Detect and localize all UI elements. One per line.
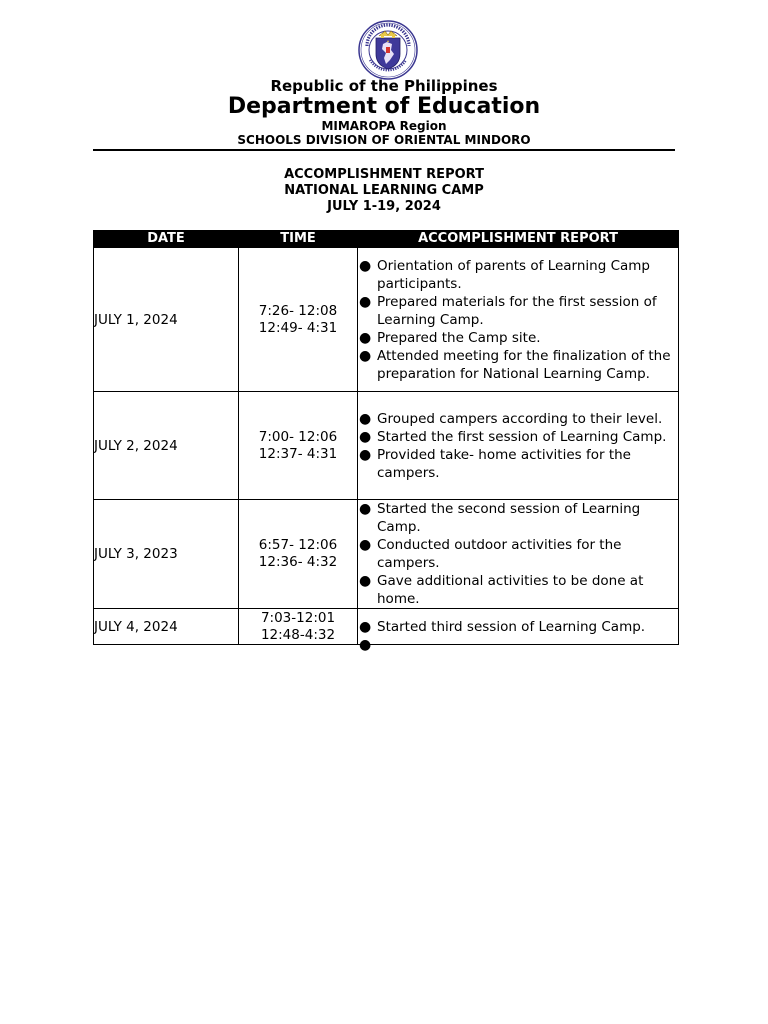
row-time [239, 392, 358, 500]
bullet-icon: ● [359, 428, 372, 445]
region-name: MIMAROPA Region [321, 119, 447, 133]
list-item [358, 536, 678, 572]
row-accomplishments [358, 248, 679, 392]
time-afternoon: 12:37- 4:31 [258, 445, 338, 462]
list-item [358, 293, 678, 329]
item-text: Started the first session of Learning Camp. [377, 428, 667, 445]
bullet-icon: ● [359, 501, 372, 517]
table-row [94, 500, 679, 609]
item-text: Orientation of parents of Learning Camp participants. [377, 257, 651, 292]
item-text: Provided take- home activities for the campers. [377, 446, 631, 481]
list-item [358, 347, 678, 383]
bullet-icon: ● [359, 446, 372, 463]
time-morning: 7:26- 12:08 [258, 302, 338, 319]
column-header-time: TIME [239, 231, 358, 248]
report-title: ACCOMPLISHMENT REPORT [284, 167, 484, 182]
time-afternoon: 12:36- 4:32 [258, 554, 338, 570]
list-item [358, 257, 678, 293]
list-item [358, 618, 678, 636]
list-item [358, 428, 678, 446]
row-accomplishments [358, 392, 679, 500]
bullet-icon: ● [359, 347, 372, 364]
list-item [358, 329, 678, 347]
row-date: JULY 4, 2024 [94, 609, 239, 645]
bullet-icon: ● [359, 329, 372, 346]
item-text: Gave additional activities to be done at home. [377, 573, 644, 607]
list-item [358, 572, 678, 608]
bullet-icon: ● [359, 293, 372, 310]
row-time [239, 609, 358, 645]
list-item [358, 446, 678, 482]
item-text: Conducted outdoor activities for the campers. [377, 537, 622, 571]
item-text: Prepared materials for the first session of Learning Camp. [377, 293, 657, 328]
row-date: JULY 1, 2024 [94, 248, 239, 392]
time-morning: 7:00- 12:06 [258, 428, 338, 445]
department-title: Department of Education [227, 94, 541, 119]
column-header-date: DATE [94, 231, 239, 248]
time-afternoon: 12:48-4:32 [260, 626, 336, 643]
row-time [239, 500, 358, 609]
item-text: Started third session of Learning Camp. [377, 618, 646, 635]
bullet-icon: ● [359, 618, 372, 635]
row-accomplishments [358, 500, 679, 609]
accomplishment-table [93, 230, 679, 653]
table-row [94, 392, 679, 500]
report-subtitle: NATIONAL LEARNING CAMP [284, 183, 484, 198]
division-name: SCHOOLS DIVISION OF ORIENTAL MINDORO [237, 133, 531, 147]
bullet-icon: ● [359, 573, 372, 589]
table-row [94, 248, 679, 392]
item-text: Attended meeting for the finalization of the preparation for National Learning Camp. [377, 347, 671, 382]
header-divider [93, 149, 675, 151]
bullet-icon: ● [359, 410, 372, 427]
item-text: Prepared the Camp site. [377, 329, 541, 346]
row-time [239, 248, 358, 392]
column-header-accomplishment: ACCOMPLISHMENT REPORT [358, 231, 679, 248]
deped-seal-logo [357, 20, 419, 80]
row-date: JULY 2, 2024 [94, 392, 239, 500]
bullet-icon: ● [359, 537, 372, 553]
row-accomplishments [358, 609, 679, 653]
report-date-range: JULY 1-19, 2024 [327, 199, 441, 214]
list-item [358, 410, 678, 428]
row-date: JULY 3, 2023 [94, 500, 239, 609]
bullet-icon: ● [359, 636, 372, 653]
item-text: Grouped campers according to their level. [377, 410, 663, 427]
time-afternoon: 12:49- 4:31 [258, 319, 338, 336]
bullet-icon: ● [359, 257, 372, 274]
list-item [358, 500, 678, 536]
time-morning: 7:03-12:01 [260, 609, 336, 626]
time-morning: 6:57- 12:06 [258, 537, 338, 553]
table-row [94, 609, 679, 645]
table-header-row [94, 231, 679, 248]
item-text: Started the second session of Learning Camp. [377, 501, 641, 535]
republic-heading: Republic of the Philippines [270, 77, 498, 95]
